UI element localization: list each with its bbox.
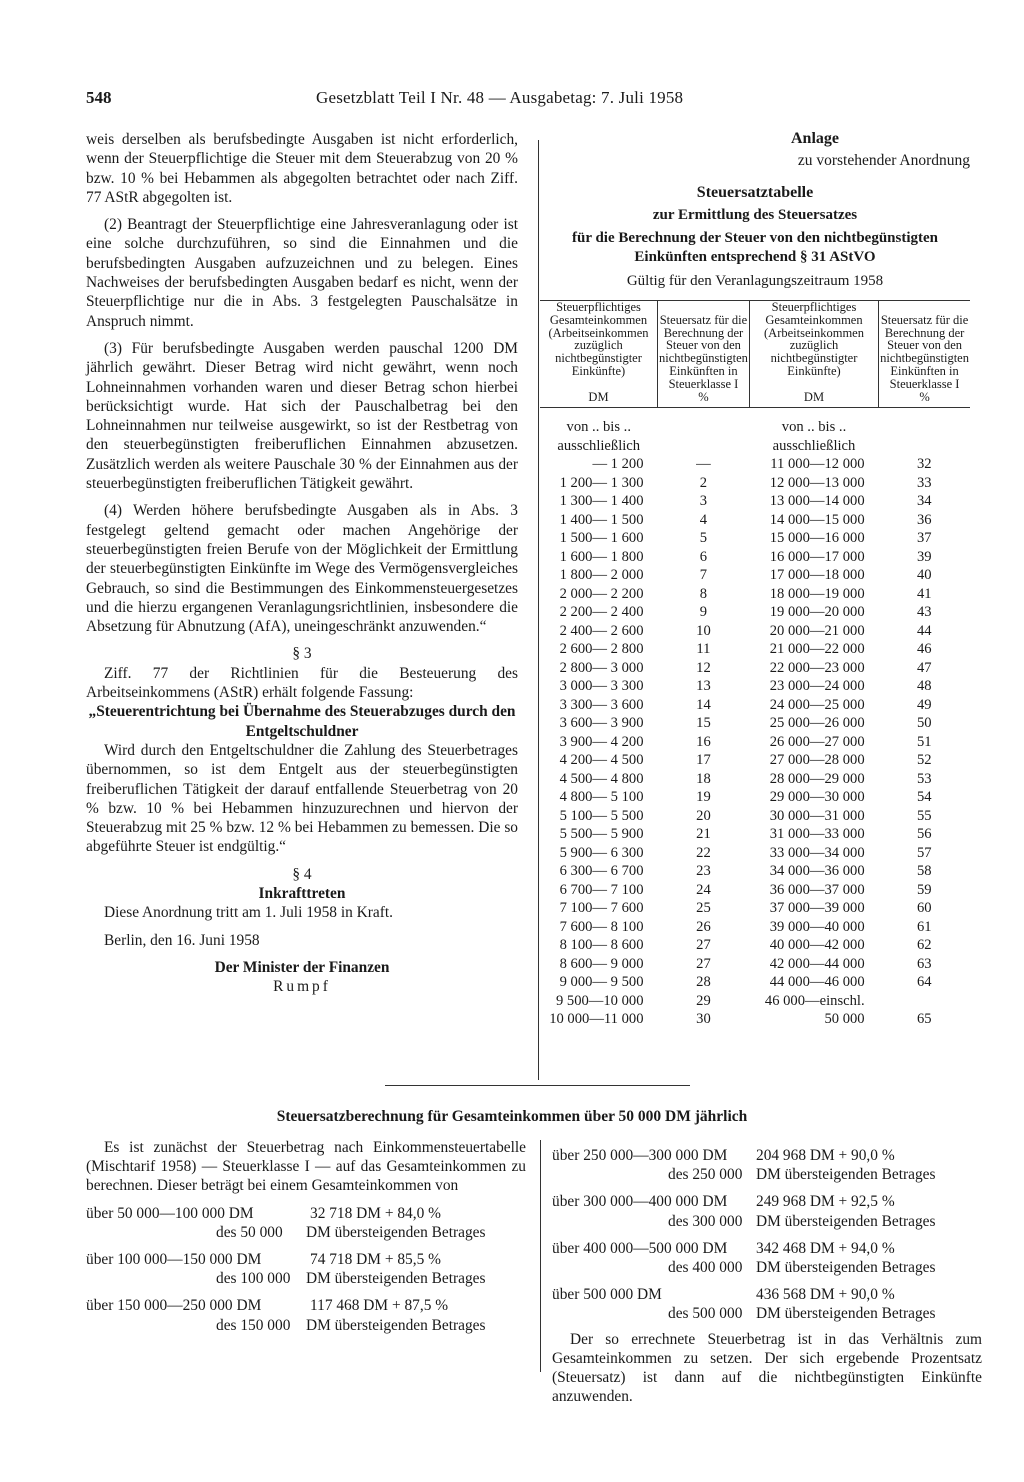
section-3-heading: § 3 [292,645,312,663]
income-range: über 300 000—400 000 DM [552,1193,728,1211]
income-range-left: 9 500—10 000 [555,992,644,1009]
rate-right [879,992,970,1011]
col-header-income-2 [749,301,878,408]
col-header-text: Steuersatz für die Berechnung der Steuer von den nichtbegünstigten Einkünften in Steuerklasse I [880,312,969,391]
income-range-right: 23 000—24 000 [769,678,865,695]
rate-right: 34 [917,493,932,510]
col-header-unit: % [919,389,930,404]
income-range-right: 27 000—28 000 [769,752,865,769]
rate-right: 32 [917,456,932,473]
col-header-text: Steuerpflichtiges Gesamteinkommen (Arbeitseinkommen zuzüglich nichtbegünstigter Einkünfte) [548,300,649,378]
rate-left: 12 [696,659,711,676]
table-row [540,788,970,807]
income-range-left: 2 200— 2 400 [559,604,644,621]
income-range-left: 8 100— 8 600 [559,937,644,954]
income-range-right: 50 000 [824,1011,865,1028]
income-range-right: 24 000—25 000 [769,696,865,713]
paragraph-4: (4) Werden höhere berufsbedingte Ausgaben als in Abs. 3 festgelegt geltend gemacht oder machen Angehörige der steuerbegünstigten freien Berufe von der Möglichkeit der Ermittlung der steuerbegünstigten Einkünfte im Wege des Vermögensvergleiches Gebrauch, so sind die Bestimmungen des Einkommensteuergesetzes und die hierzu ergangenen Veranlagungsrichtlinien, insbesondere die Absetzung für Abnutzung (AfA), uneingeschränkt anzuwenden.“ [86,502,518,636]
income-range-right: 34 000—36 000 [769,863,865,880]
calc-row-line-2 [86,1269,526,1288]
tax-amount: 342 468 DM + 94,0 % [756,1239,895,1257]
income-range-right: 31 000—33 000 [769,826,865,843]
calc-left-rows [86,1204,526,1335]
table-row [540,455,970,474]
income-range-right: 29 000—30 000 [769,789,865,806]
table-row [540,918,970,937]
paragraph-section-3: Ziff. 77 der Richtlinien für die Besteuerung des Arbeitseinkommens (AStR) erhält folgende Fassung: [86,664,518,702]
rate-right: 40 [917,567,932,584]
rate-left: 7 [699,567,708,584]
income-range-left: 1 300— 1 400 [559,493,644,510]
rate-right: 36 [917,511,932,528]
income-range-left: 1 600— 1 800 [559,548,644,565]
rate-left: 8 [699,585,708,602]
rate-right: 53 [917,770,932,787]
rate-right: 54 [917,789,932,806]
tax-amount: 32 718 DM + 84,0 % [310,1204,441,1222]
rate-right: 61 [917,918,932,935]
von-bis-text: von .. bis .. [566,419,631,436]
table-row [540,696,970,715]
calc-row-line-2 [552,1258,982,1277]
rate-right: 63 [917,955,932,972]
rate-left: 28 [696,974,711,991]
calc-row-line-2 [552,1165,982,1184]
rate-left: 27 [696,955,711,972]
income-range: über 250 000—300 000 DM [552,1147,728,1164]
rate-left: 27 [696,937,711,954]
income-range-right: 37 000—39 000 [769,900,865,917]
income-range-left: 10 000—11 000 [549,1011,644,1028]
paragraph-inkrafttreten: Diese Anordnung tritt am 1. Juli 1958 in Kraft. [104,904,393,922]
calc-column-divider [540,1140,541,1372]
col-header-text: Steuerpflichtiges Gesamteinkommen (Arbeitseinkommen zuzüglich nichtbegünstigter Einkünfte) [764,300,864,378]
empty-cell [879,408,970,456]
income-range-right: 39 000—40 000 [769,918,865,935]
rate-left: 3 [699,493,708,510]
calc-left-column [86,1138,526,1335]
income-range-left: 3 000— 3 300 [559,678,644,695]
minister-title: Der Minister der Finanzen [214,958,390,976]
rate-right: 59 [917,881,932,898]
von-bis-note-right [749,408,878,456]
exceeding-label: DM übersteigenden Betrages [306,1270,486,1288]
income-range-right: 15 000—16 000 [769,530,865,547]
tax-amount: 117 468 DM + 87,5 % [310,1297,449,1315]
calc-row-line-1 [552,1239,982,1258]
rate-left: 25 [696,900,711,917]
income-range-left: 3 900— 4 200 [559,733,644,750]
income-range-right: 19 000—20 000 [769,604,865,621]
income-range-left: 4 500— 4 800 [559,770,644,787]
income-range-left: 1 800— 2 000 [559,567,644,584]
section-separator [385,1085,690,1086]
rate-right: 65 [917,1011,932,1028]
table-row [540,659,970,678]
table-row [540,714,970,733]
income-range-left: — 1 200 [592,456,644,473]
rate-left: 23 [696,863,711,880]
calc-row [552,1239,982,1277]
table-row [540,566,970,585]
rate-right: 64 [917,974,932,991]
table-row [540,585,970,604]
running-title: Gesetzblatt Teil I Nr. 48 — Ausgabetag: 7. Juli 1958 [316,88,684,107]
income-range-right: 22 000—23 000 [769,659,865,676]
anlage-subheading: zu vorstehender Anordnung [797,152,970,169]
subheading-inkrafttreten: Inkrafttreten [258,884,346,902]
income-range-right: 20 000—21 000 [769,622,865,639]
rate-right: 55 [917,807,932,824]
section-4-heading: § 4 [292,865,312,883]
rate-left: 17 [696,752,711,769]
table-row [540,622,970,641]
income-range-right: 46 000—einschl. [764,992,865,1009]
exceeding-label: DM übersteigenden Betrages [756,1258,936,1276]
income-range-left: 5 900— 6 300 [559,844,644,861]
table-row [540,955,970,974]
table-row [540,511,970,530]
income-range-left: 2 400— 2 600 [559,622,644,639]
table-row [540,640,970,659]
table-subtitle-1: zur Ermittlung des Steuersatzes [652,207,858,223]
table-row [540,770,970,789]
empty-cell [658,408,750,456]
calc-intro: Es ist zunächst der Steuerbetrag nach Einkommensteuertabelle (Mischtarif 1958) — Steuerklasse I — auf das Gesamteinkommen zu berechnen. Dieser beträgt bei einem Gesamteinkommen von [86,1139,526,1195]
exceeding-label: DM übersteigenden Betrages [306,1223,486,1241]
base-amount: des 500 000 [668,1305,743,1323]
income-range-left: 6 700— 7 100 [559,881,644,898]
table-row [540,548,970,567]
calc-right-column [552,1138,982,1406]
rate-left: 30 [696,1011,711,1028]
rate-left: 26 [696,918,711,935]
rate-right: 43 [917,604,932,621]
rate-left: 13 [696,678,711,695]
tax-rate-table [540,300,970,1029]
calc-row-line-2 [86,1316,526,1335]
calc-title: Steuersatzberechnung für Gesamteinkommen über 50 000 DM jährlich [276,1108,748,1125]
base-amount: des 150 000 [216,1316,291,1334]
rate-left: 9 [699,604,708,621]
rate-left: 19 [696,789,711,806]
table-row [540,529,970,548]
tax-amount: 249 968 DM + 92,5 % [756,1193,895,1211]
income-range-right: 28 000—29 000 [769,770,865,787]
rate-left: 6 [699,548,708,565]
income-range-left: 1 200— 1 300 [559,474,644,491]
income-range-right: 14 000—15 000 [769,511,865,528]
income-range-left: 7 100— 7 600 [559,900,644,917]
rate-right: 58 [917,863,932,880]
table-row [540,825,970,844]
table-row [540,807,970,826]
income-range-right: 11 000—12 000 [770,456,865,473]
von-bis-text: von .. bis .. [781,419,847,436]
income-range-left: 6 300— 6 700 [559,863,644,880]
rate-right: 37 [917,530,932,547]
col-header-income-1 [540,301,658,408]
rate-left: 29 [696,992,711,1009]
table-row [540,603,970,622]
rate-left: 22 [696,844,711,861]
income-range-left: 5 100— 5 500 [559,807,644,824]
rate-left: 18 [696,770,711,787]
paragraph-2: (2) Beantragt der Steuerpflichtige eine Jahresveranlagung oder ist eine solche durchzuführen, so sind die Einnahmen und die berufsbedingten Ausgaben aufzuzeichnen und zu belegen. Eines Nachweises der berufsbedingten Ausgaben bedarf es nicht, wenn der Steuerpflichtige nur die in Abs. 3 festgelegten Pauschalsätze in Anspruch nimmt. [86,216,518,330]
income-range-left: 1 400— 1 500 [559,511,644,528]
table-row [540,474,970,493]
income-range-left: 5 500— 5 900 [559,826,644,843]
income-range-left: 3 300— 3 600 [559,696,644,713]
signature-name: Rumpf [273,978,331,996]
rate-right: 33 [917,474,932,491]
income-range-right: 18 000—19 000 [769,585,865,602]
rate-right: 51 [917,733,932,750]
tax-amount: 74 718 DM + 85,5 % [310,1250,441,1268]
rate-left: 15 [696,715,711,732]
income-range-right: 25 000—26 000 [769,715,865,732]
income-range: über 50 000—100 000 DM [86,1204,254,1222]
col-header-rate-2 [879,301,970,408]
rate-left: 5 [699,530,708,547]
income-range-right: 21 000—22 000 [769,641,865,658]
calc-row-line-1 [86,1250,526,1269]
rate-left: 20 [696,807,711,824]
income-range-right: 16 000—17 000 [769,548,865,565]
income-range-right: 26 000—27 000 [769,733,865,750]
col-header-unit: DM [588,389,609,404]
base-amount: des 300 000 [668,1212,743,1230]
income-range-left: 7 600— 8 100 [559,918,644,935]
rate-right: 46 [917,641,932,658]
rate-right: 44 [917,622,932,639]
rate-right: 60 [917,900,932,917]
calc-row-line-2 [552,1304,982,1323]
calc-row [552,1192,982,1230]
table-row [540,881,970,900]
table-row [540,862,970,881]
base-amount: des 50 000 [216,1223,283,1241]
tax-amount: 204 968 DM + 90,0 % [756,1147,895,1164]
income-range-left: 2 000— 2 200 [559,585,644,602]
tax-amount: 436 568 DM + 90,0 % [756,1286,895,1304]
calc-row-line-1 [552,1146,982,1165]
table-row [540,751,970,770]
table-title: Steuersatztabelle [696,184,814,201]
base-amount: des 400 000 [668,1258,743,1276]
ausschl-text: ausschließlich [772,437,856,454]
income-range-left: 4 800— 5 100 [559,789,644,806]
von-bis-note-left [540,408,658,456]
rate-right: 50 [917,715,932,732]
income-range-right: 13 000—14 000 [769,493,865,510]
income-range-left: 1 500— 1 600 [559,530,644,547]
exceeding-label: DM übersteigenden Betrages [756,1305,936,1323]
calc-row-line-1 [86,1296,526,1315]
col-header-unit: DM [803,389,825,404]
paragraph-3: (3) Für berufsbedingte Ausgaben werden pauschal 1200 DM jährlich gewährt. Dieser Betrag wird nicht gewährt, wenn noch Lohneinnahmen vorhanden waren und dieser Betrag schon hierbei berücksichtigt wurde. Hat sich der Pauschalbetrag bei den Lohneinnahmen nur teilweise ausgewirkt, so ist der Restbetrag von den steuerbegünstigten freiberuflichen Einnahmen abzusetzen. Zusätzlich werden als weitere Pauschale 30 % der Einnahmen aus der steuerbegünstigten freiberuflichen Tätigkeit gewährt. [86,339,518,493]
rate-right: 56 [917,826,932,843]
rate-right: 39 [917,548,932,565]
calc-row [552,1285,982,1323]
base-amount: des 100 000 [216,1270,291,1288]
income-range: über 500 000 DM [552,1286,662,1304]
income-range-right: 12 000—13 000 [769,474,865,491]
rate-left: 11 [696,641,711,658]
rate-right: 48 [917,678,932,695]
rate-right: 41 [917,585,932,602]
income-range-right: 44 000—46 000 [769,974,865,991]
page-number: 548 [86,88,112,107]
income-range-right: 17 000—18 000 [769,567,865,584]
paragraph-steuerentrichtung: Wird durch den Entgeltschuldner die Zahlung des Steuerbetrages übernommen, so ist dem Entgelt aus der steuerbegünstigten freiberuflichen Tätigkeit der darauf entfallende Steuerbetrag von 20 % bzw. 10 % bei Hebammen hinzuzurechnen und hiervon der Steuerabzug mit 25 % bzw. 12 % bei Hebammen zu bemessen. Die so abgeführte Steuer ist endgültig.“ [86,741,518,856]
income-range-right: 33 000—34 000 [769,844,865,861]
exceeding-label: DM übersteigenden Betrages [306,1316,486,1334]
table-row [540,844,970,863]
rate-left: 24 [696,881,711,898]
income-range-left: 3 600— 3 900 [559,715,644,732]
exceeding-label: DM übersteigenden Betrages [756,1166,936,1184]
income-range-left: 4 200— 4 500 [559,752,644,769]
rate-right: 47 [917,659,932,676]
col-header-text: Steuersatz für die Berechnung der Steuer von den nichtbegünstigten Einkünften in Steuerklasse I [659,312,748,391]
subheading-steuerentrichtung: „Steuerentrichtung bei Übernahme des Steuerabzuges durch den Entgeltschuldner [88,703,516,740]
page-header [86,88,986,114]
rate-left: 21 [696,826,711,843]
calc-outro: Der so errechnete Steuerbetrag ist in das Verhältnis zum Gesamteinkommen zu setzen. Der sich ergebende Prozentsatz (Steuersatz) ist dann auf die nichtbegünstigten Einkünfte anzuwenden. [552,1330,982,1406]
calc-row-line-1 [86,1204,526,1223]
rate-left: 10 [696,622,711,639]
table-subtitle-2: für die Berechnung der Steuer von den nichtbegünstigten Einkünften entsprechend § 31 AStVO [571,230,938,265]
income-range-right: 36 000—37 000 [769,881,865,898]
table-row [540,677,970,696]
income-range: über 400 000—500 000 DM [552,1239,728,1257]
calc-row [86,1296,526,1334]
calc-row-line-2 [552,1212,982,1231]
income-range: über 150 000—250 000 DM [86,1297,262,1315]
paragraph-continuation: weis derselben als berufsbedingte Ausgaben ist nicht erforderlich, wenn der Steuerpflichtige die Steuer mit dem Steuerabzug von 20 % bzw. 10 % bei Hebammen als abgegolten betrachtet oder nach Ziff. 77 AStR abgegolten ist. [86,131,518,206]
calc-row-line-2 [86,1223,526,1242]
col-header-rate-1 [658,301,750,408]
calc-row [86,1250,526,1288]
calc-row [86,1204,526,1242]
left-column [86,130,518,996]
income-range-right: 42 000—44 000 [769,955,865,972]
table-row [540,492,970,511]
table-row [540,899,970,918]
rate-right: 57 [917,844,932,861]
rate-left: 2 [699,474,708,491]
table-row [540,973,970,992]
income-range-left: 8 600— 9 000 [559,955,644,972]
table-row [540,936,970,955]
rate-left: 16 [696,733,711,750]
calc-row [552,1146,982,1184]
table-row [540,1010,970,1029]
col-header-unit: % [698,389,709,404]
base-amount: des 250 000 [668,1166,743,1184]
calc-right-rows [552,1146,982,1324]
calc-row-line-1 [552,1192,982,1211]
place-date: Berlin, den 16. Juni 1958 [104,931,260,949]
rate-right: 62 [917,937,932,954]
rate-right: 52 [917,752,932,769]
income-range-left: 2 600— 2 800 [559,641,644,658]
income-range-left: 9 000— 9 500 [559,974,644,991]
rate-left: — [696,456,711,473]
income-range-right: 30 000—31 000 [769,807,865,824]
table-row [540,992,970,1011]
anlage-heading: Anlage [791,130,839,147]
calc-row-line-1 [552,1285,982,1304]
rate-left: 14 [696,696,711,713]
ausschl-text: ausschließlich [557,437,641,454]
right-column [540,130,970,1029]
column-divider [538,140,539,1080]
rate-right: 49 [917,696,932,713]
income-range-left: 2 800— 3 000 [559,659,644,676]
exceeding-label: DM übersteigenden Betrages [756,1212,936,1230]
rate-left: 4 [699,511,708,528]
table-validity: Gültig für den Veranlagungszeitraum 1958 [626,273,884,289]
income-range: über 100 000—150 000 DM [86,1250,262,1268]
income-range-right: 40 000—42 000 [769,937,865,954]
table-row [540,733,970,752]
